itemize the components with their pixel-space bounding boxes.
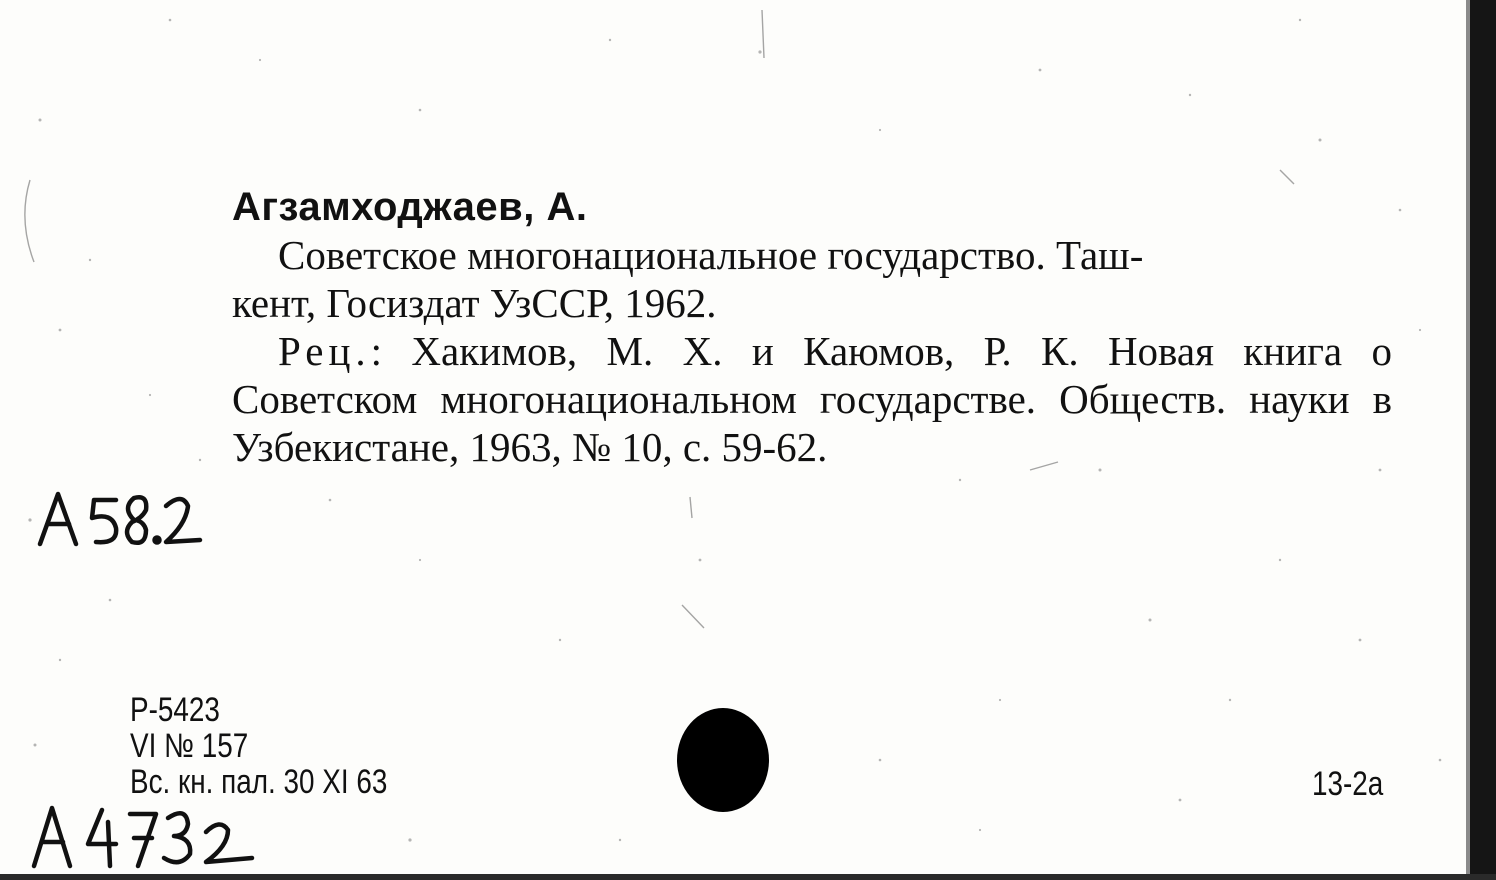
review-label: Рец. [278, 328, 371, 374]
handwritten-call-number-bottom [30, 796, 260, 876]
title-description [232, 231, 1392, 327]
scan-edge-bottom [0, 874, 1496, 880]
stamp-line-3: Вс. кн. пал. 30 XI 63 [130, 763, 388, 801]
library-stamp [130, 692, 387, 800]
publication-line: кент, Госиздат УзССР, 1962. [232, 280, 717, 326]
scan-edge-dark [1470, 0, 1496, 880]
review-text: : Хакимов, М. Х. и Каюмов, Р. К. Новая книга о Советском многонациональном государстве. Обществ. науки в Узбекистане, 1963, № 10, с. 59-62. [232, 328, 1392, 470]
review-note [232, 327, 1392, 471]
bibliographic-entry [232, 183, 1392, 471]
title-line: Советское многонациональное государство. Таш- [278, 232, 1144, 278]
stamp-line-1: Р-5423 [130, 691, 220, 729]
shelf-code: 13-2а [1312, 765, 1384, 803]
handwritten-call-number-top [36, 486, 206, 556]
stamp-line-2: VI № 157 [130, 727, 249, 765]
punch-hole [677, 708, 769, 812]
author-heading: Агзамходжаев, А. [232, 185, 588, 229]
